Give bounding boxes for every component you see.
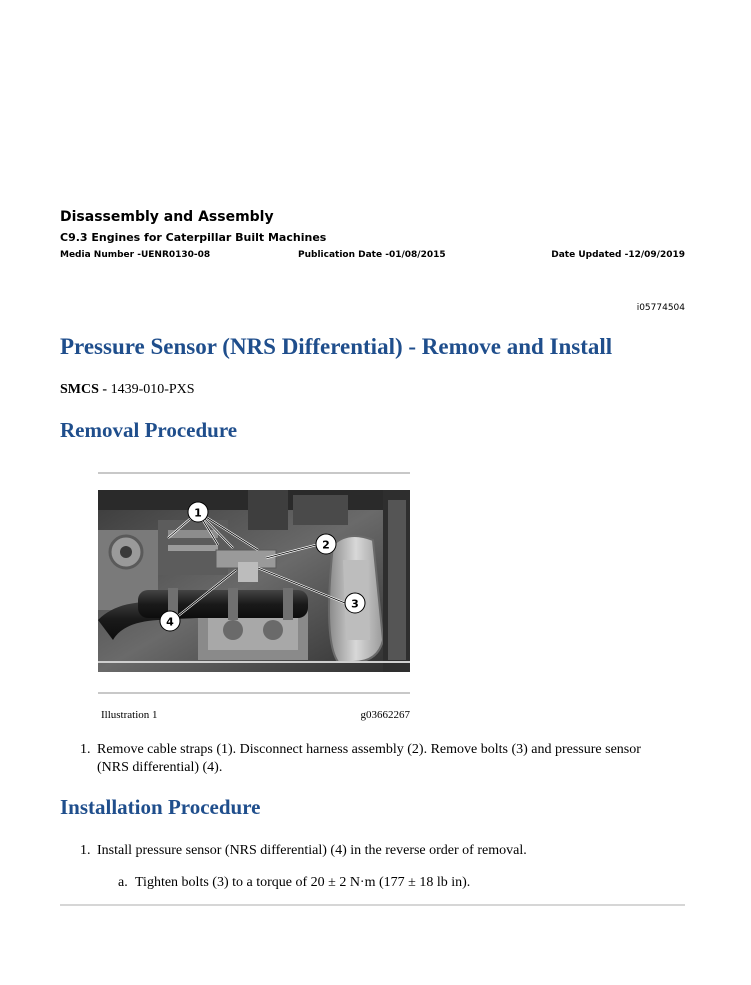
step-number: 1. [80, 843, 91, 858]
page-title: Pressure Sensor (NRS Differential) - Remove and Install [60, 334, 613, 359]
publication-date: Publication Date -01/08/2015 [298, 250, 446, 260]
removal-heading: Removal Procedure [60, 418, 238, 442]
installation-substep-a [118, 874, 675, 892]
engine-illustration [98, 490, 410, 672]
removal-step-1 [80, 741, 667, 777]
date-updated: Date Updated -12/09/2019 [551, 250, 685, 260]
figure-bottom-rule [98, 692, 410, 694]
svg-text:2: 2 [322, 538, 330, 552]
media-number: Media Number -UENR0130-08 [60, 250, 211, 260]
step-text: Remove cable straps (1). Disconnect harness assembly (2). Remove bolts (3) and pressure sensor (NRS differential) (4). [97, 742, 641, 775]
callout-4 [160, 611, 180, 631]
page-end-rule [60, 904, 685, 906]
svg-text:3: 3 [351, 597, 359, 611]
installation-step-1 [80, 842, 667, 860]
callout-1 [188, 502, 208, 522]
svg-text:4: 4 [166, 615, 174, 629]
callout-3 [345, 593, 365, 613]
step-number: 1. [80, 742, 91, 757]
smcs-label: SMCS - [60, 382, 108, 397]
svg-text:1: 1 [194, 506, 202, 520]
callout-2 [316, 534, 336, 554]
installation-heading: Installation Procedure [60, 795, 261, 819]
smcs-value: 1439-010-PXS [110, 382, 195, 397]
manual-title: Disassembly and Assembly [60, 209, 274, 225]
figure-caption-id: g03662267 [360, 709, 410, 721]
step-text: Install pressure sensor (NRS differential) (4) in the reverse order of removal. [97, 843, 527, 858]
substep-letter: a. [118, 875, 128, 890]
document-id: i05774504 [636, 303, 685, 313]
smcs-code [60, 382, 195, 398]
manual-subtitle: C9.3 Engines for Caterpillar Built Machines [60, 231, 327, 244]
engine-photo-graphic [98, 490, 410, 672]
figure-top-rule [98, 472, 410, 474]
substep-text: Tighten bolts (3) to a torque of 20 ± 2 N·m (177 ± 18 lb in). [135, 875, 471, 890]
figure-caption-label: Illustration 1 [101, 709, 158, 721]
